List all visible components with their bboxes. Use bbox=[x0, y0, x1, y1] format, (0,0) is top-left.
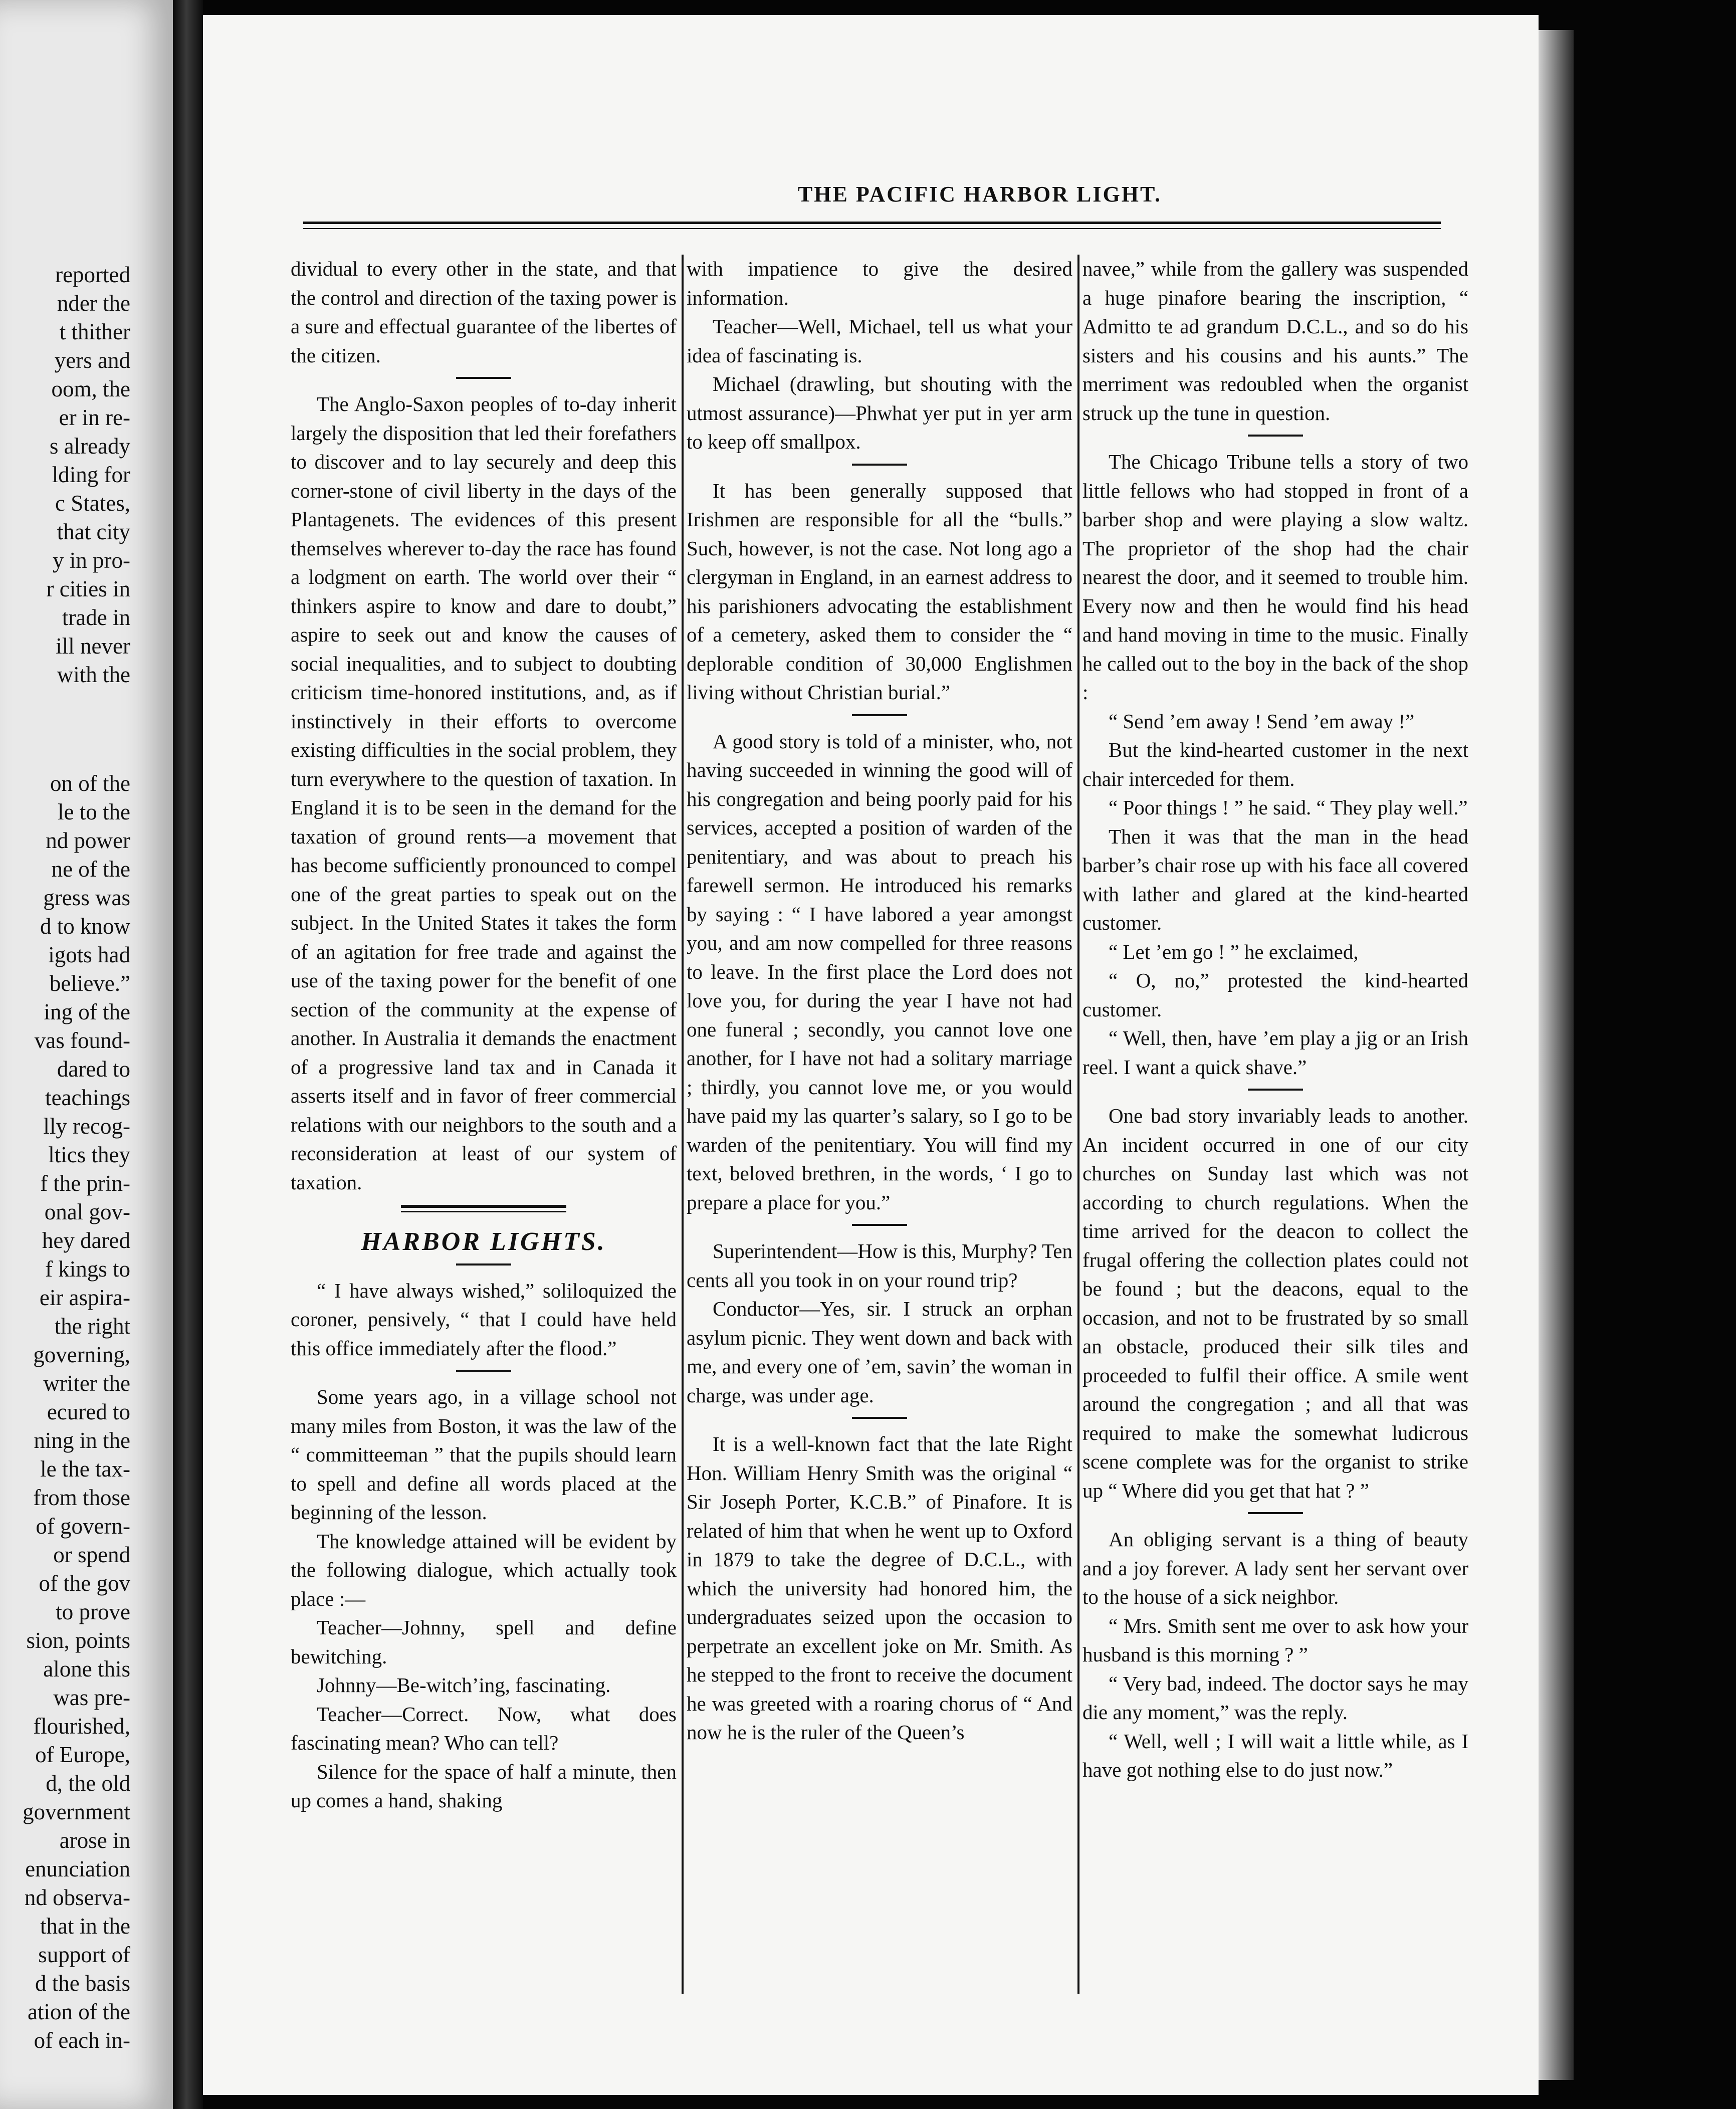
paragraph: dividual to every other in the state, and that the control and direction of the taxing power is a sure and effectual guarantee of the libertes of the citizen. bbox=[291, 257, 677, 367]
paragraph: Then it was that the man in the head barber’s chair rose up with his face all covered with lather and glared at the kind-hearted customer. bbox=[1082, 824, 1468, 934]
left-line: ning in the bbox=[34, 1428, 130, 1453]
left-line: or spend bbox=[53, 1542, 130, 1567]
left-line: teachings bbox=[45, 1085, 130, 1110]
separator-rule bbox=[852, 1417, 907, 1419]
column-3 bbox=[1082, 255, 1468, 1785]
paragraph: “ Mrs. Smith sent me over to ask how your husband is this morning ? ” bbox=[1082, 1614, 1468, 1666]
left-line: with the bbox=[57, 662, 130, 687]
paragraph: Conductor—Yes, sir. I struck an orphan asylum picnic. They went down and back with me, and every one of ’em, savin’ the woman in charge, was under age. bbox=[687, 1297, 1073, 1407]
left-line: lding for bbox=[52, 462, 130, 487]
left-line: igots had bbox=[48, 942, 130, 967]
paragraph: with impatience to give the desired information. bbox=[687, 257, 1072, 309]
left-line: to prove bbox=[56, 1599, 130, 1624]
paragraph: “ I have always wished,” soliloquized the coroner, pensively, “ that I could have held this office immediately after the flood.” bbox=[291, 1279, 677, 1360]
left-line: d, the old bbox=[46, 1771, 130, 1796]
left-line: the right bbox=[54, 1314, 130, 1339]
left-line: writer the bbox=[43, 1371, 130, 1396]
column-rule bbox=[1077, 255, 1079, 1994]
paragraph: “ Send ’em away ! Send ’em away !” bbox=[1109, 709, 1415, 733]
left-line: lly recog- bbox=[43, 1114, 130, 1139]
left-line: on of the bbox=[50, 771, 130, 796]
left-line: of govern- bbox=[36, 1514, 130, 1539]
separator-rule bbox=[456, 1370, 511, 1372]
left-line: ecured to bbox=[47, 1399, 130, 1424]
paragraph: But the kind-hearted customer in the next chair interceded for them. bbox=[1082, 738, 1468, 790]
left-line: ill never bbox=[56, 634, 130, 659]
left-line: nder the bbox=[57, 291, 130, 316]
left-line: was pre- bbox=[53, 1685, 130, 1710]
left-line: of Europe, bbox=[35, 1742, 130, 1767]
header-rule bbox=[303, 222, 1441, 229]
left-line: le to the bbox=[58, 799, 130, 824]
left-line: t thither bbox=[59, 319, 130, 344]
separator-rule bbox=[852, 1224, 907, 1226]
left-line: er in re- bbox=[59, 405, 130, 430]
left-line: r cities in bbox=[46, 576, 130, 601]
left-line: dared to bbox=[57, 1057, 130, 1082]
separator-rule bbox=[852, 714, 907, 716]
left-line: s already bbox=[49, 434, 130, 459]
left-line: eir aspira- bbox=[39, 1285, 130, 1310]
paragraph: Teacher—Well, Michael, tell us what your idea of fascinating is. bbox=[687, 315, 1072, 367]
left-gap bbox=[0, 689, 130, 769]
left-line: d to know bbox=[40, 914, 130, 939]
paragraph: “ Well, well ; I will wait a little while, as I have got nothing else to do just now.” bbox=[1082, 1729, 1468, 1781]
separator-rule bbox=[1248, 1512, 1303, 1514]
left-line: government bbox=[23, 1799, 130, 1824]
left-line: of the gov bbox=[39, 1571, 130, 1596]
paragraph: One bad story invariably leads to another. An incident occurred in one of our city churches on Sunday last which was not according to church regulations. When the time arrived for the deacon to collect the frugal offering the collection plates could not be found ; but the deacons, equal to the occasion, and not to be frustrated by so small an obstacle, produced their silk tiles and proceeded to fulfil their office. A smile went around the congregation ; and all that was required to make the somewhat ludicrous scene complete was for the organist to strike up “ Where did you get that hat ? ” bbox=[1082, 1104, 1468, 1502]
paragraph: Teacher—Johnny, spell and define bewitching. bbox=[291, 1616, 677, 1668]
left-line: yers and bbox=[54, 348, 130, 373]
left-line: d the basis bbox=[35, 1971, 130, 1996]
separator-rule bbox=[456, 377, 511, 379]
left-line: that in the bbox=[40, 1914, 130, 1939]
left-line: nd power bbox=[46, 828, 130, 853]
left-line: c States, bbox=[55, 491, 130, 516]
paragraph: The knowledge attained will be evident by the following dialogue, which actually took place :— bbox=[291, 1529, 677, 1610]
left-line: f the prin- bbox=[40, 1171, 130, 1196]
left-line: y in pro- bbox=[53, 548, 130, 573]
paragraph: navee,” while from the gallery was suspended a huge pinafore bearing the inscription, “ Admitto te ad grandum D.C.L., and so do his sisters and his cousins and his aunts.” The merriment was redoubled when the organist struck up the tune in question. bbox=[1082, 257, 1468, 425]
separator-rule bbox=[456, 1263, 511, 1266]
left-line: vas found- bbox=[34, 1028, 130, 1053]
paragraph: Silence for the space of half a minute, then up comes a hand, shaking bbox=[291, 1760, 677, 1812]
left-page-text-fragment bbox=[0, 261, 130, 2055]
left-line: oom, the bbox=[51, 376, 130, 401]
paragraph: Johnny—Be-witch’ing, fascinating. bbox=[317, 1673, 611, 1697]
running-head: THE PACIFIC HARBOR LIGHT. bbox=[797, 182, 1162, 206]
paragraph: A good story is told of a minister, who, not having succeeded in winning the good will of his congregation and being poorly paid for his services, accepted a position of warden of the penitentiary, and was about to preach his farewell sermon. He introduced his remarks by saying : “ I have labored a year amongst you, and am now compelled for three reasons to leave. In the first place the Lord does not love you, for during the year I have not had one funeral ; secondly, you cannot love one another, for I have not had a solitary marriage ; thirdly, you cannot love me, or you would have paid my las quarter’s salary, so I go to be warden of the penitentiary. You will find my text, beloved brethren, in the words, ‘ I go to prepare a place for you.” bbox=[687, 729, 1072, 1214]
left-line: ltics they bbox=[48, 1142, 130, 1167]
paragraph: Some years ago, in a village school not many miles from Boston, it was the law of the “ committeeman ” that the pupils should learn to spell and define all words placed at the beginning of the lesson. bbox=[291, 1385, 677, 1524]
paragraph: The Anglo-Saxon peoples of to-day inherit largely the disposition that led their forefathers to discover and to lay securely and deep this corner-stone of civil liberty in the days of the Plantagenets. The evidences of this present themselves wherever to-day the race has found a lodgment on earth. The world over their “ thinkers aspire to know and dare to doubt,” aspire to seek out and know the causes of social inequalities, and to subject to doubting criticism time-honored institutions, and, as if instinctively in their efforts to overcome existing difficulties in the social problem, they turn everywhere to the question of taxation. In England it is to be seen in the demand for the taxation of ground rents—a movement that has become sufficiently pronounced to compel one of the great parties to speak out on the subject. In the United States it takes the form of an agitation for free trade and against the use of the taxing power for the benefit of one section of the community at the expense of another. In Australia it demands the enactment of a progressive land tax and in Canada it asserts itself and in favor of freer commercial relations with our neighbors to the south and a reconsideration at least of our system of taxation. bbox=[291, 392, 677, 1194]
paragraph: It is a well-known fact that the late Right Hon. William Henry Smith was the original “ Sir Joseph Porter, K.C.B.” of Pinafore. It is related of him that when he went up to Oxford in 1879 to take the degree of D.C.L., with which the university had honored him, the undergraduates seized upon the occasion to perpetrate an excellent joke on Mr. Smith. As he stepped to the front to receive the document he was greeted with a roaring chorus of “ And now he is the ruler of the Queen’s bbox=[687, 1432, 1072, 1744]
left-line: f kings to bbox=[45, 1256, 130, 1282]
column-rule bbox=[682, 255, 684, 1994]
left-line: ation of the bbox=[28, 1999, 130, 2024]
paragraph: An obliging servant is a thing of beauty and a joy forever. A lady sent her servant over to the house of a sick neighbor. bbox=[1082, 1528, 1468, 1608]
left-line: sion, points bbox=[26, 1628, 130, 1653]
left-line: nd observa- bbox=[24, 1885, 130, 1910]
left-line: support of bbox=[38, 1942, 130, 1967]
paragraph: “ O, no,” protested the kind-hearted customer. bbox=[1082, 969, 1468, 1021]
left-line: ne of the bbox=[51, 857, 130, 882]
left-line: governing, bbox=[33, 1342, 130, 1367]
left-line: hey dared bbox=[42, 1228, 130, 1253]
left-facing-page bbox=[0, 0, 173, 2109]
paragraph: It has been generally supposed that Irishmen are responsible for all the “bulls.” Such, however, is not the case. Not long ago a clergyman in England, in an earnest address to his parishioners advocating the establishment of a cemetery, asked them to consider the “ deplorable condition of 30,000 Englishmen living without Christian burial.” bbox=[687, 479, 1072, 704]
column-2 bbox=[687, 255, 1072, 1747]
left-line: enunciation bbox=[25, 1856, 130, 1881]
separator-rule bbox=[1248, 435, 1303, 437]
left-line: from those bbox=[33, 1485, 130, 1510]
page-edge-stack bbox=[1539, 30, 1574, 2080]
left-line: that city bbox=[57, 519, 130, 544]
paragraph: The Chicago Tribune tells a story of two little fellows who had stopped in front of a barber shop and were playing a slow waltz. The proprietor of the shop had the chair nearest the door, and it seemed to trouble him. Every now and then he would find his head and hand moving in time to the music. Finally he called out to the boy in the back of the shop : bbox=[1082, 450, 1468, 704]
column-1 bbox=[291, 255, 677, 1815]
left-line: of each in- bbox=[34, 2028, 130, 2053]
paragraph: “ Let ’em go ! ” he exclaimed, bbox=[1109, 940, 1359, 963]
left-line: onal gov- bbox=[44, 1199, 130, 1224]
paragraph: “ Poor things ! ” he said. “ They play well.” bbox=[1109, 796, 1468, 819]
separator-rule bbox=[1248, 1089, 1303, 1091]
left-line: ing of the bbox=[44, 999, 130, 1024]
left-line: alone this bbox=[43, 1656, 130, 1681]
separator-rule bbox=[852, 464, 907, 466]
left-line: gress was bbox=[43, 885, 130, 910]
left-line: trade in bbox=[62, 605, 130, 630]
book-gutter bbox=[173, 0, 203, 2109]
paragraph: Michael (drawling, but shouting with the utmost assurance)—Phwhat yer put in yer arm to keep off smallpox. bbox=[687, 372, 1072, 453]
section-double-rule bbox=[401, 1205, 566, 1212]
paragraph: “ Well, then, have ’em play a jig or an Irish reel. I want a quick shave.” bbox=[1082, 1026, 1468, 1079]
newspaper-page bbox=[203, 15, 1539, 2095]
paragraph: Superintendent—How is this, Murphy? Ten cents all you took in on your round trip? bbox=[687, 1239, 1072, 1292]
section-heading: HARBOR LIGHTS. bbox=[361, 1227, 606, 1256]
left-line: believe.” bbox=[49, 971, 130, 996]
paragraph: “ Very bad, indeed. The doctor says he may die any moment,” was the reply. bbox=[1082, 1671, 1468, 1724]
left-line: flourished, bbox=[33, 1714, 130, 1739]
left-line: reported bbox=[55, 262, 130, 287]
paragraph: Teacher—Correct. Now, what does fascinating mean? Who can tell? bbox=[291, 1702, 677, 1754]
left-line: arose in bbox=[59, 1828, 130, 1853]
left-line: le the tax- bbox=[40, 1456, 130, 1482]
